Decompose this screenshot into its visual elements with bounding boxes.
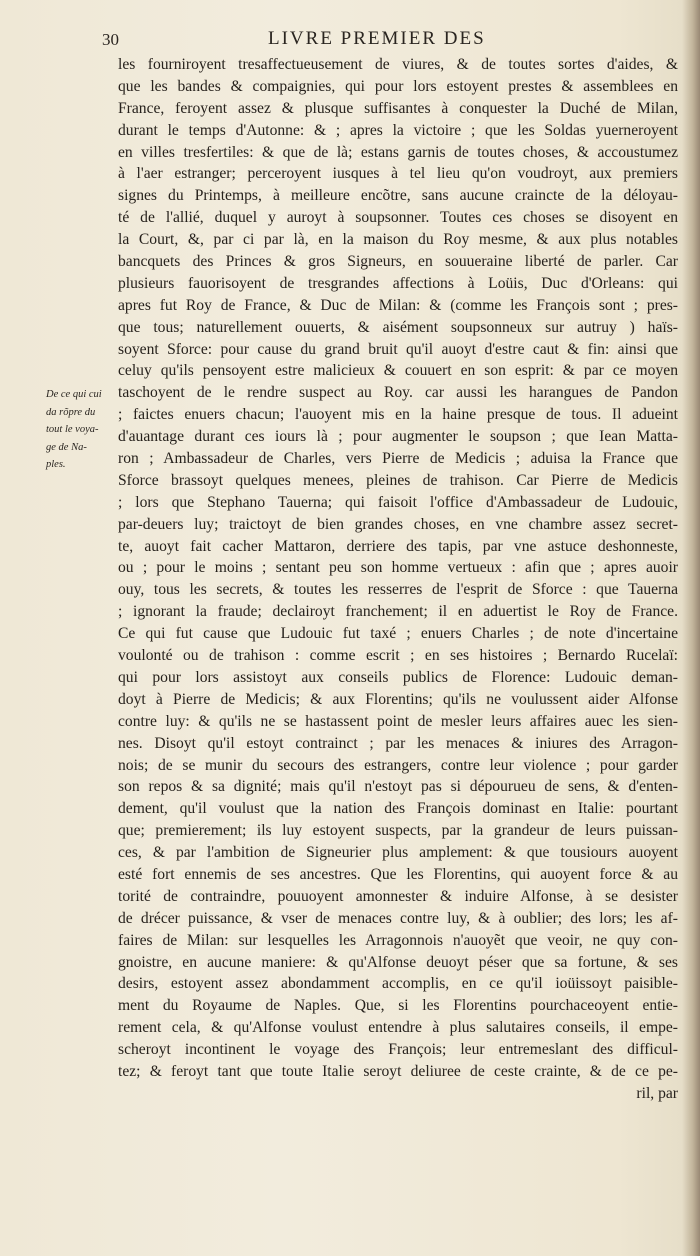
page-edge-shadow (682, 0, 700, 1256)
text-line: nes. Disoyt qu'il estoyt contrainct ; par les menaces & iniures des Arragon- (118, 734, 678, 752)
text-line: desirs, estoyent assez abondamment accomplis, en ce qu'il ioüissoyt paisible- (118, 975, 678, 993)
margin-note (46, 386, 116, 474)
text-line: ces, & par l'ambition de Signeurier plus amplement: & que tousiours auoyent (118, 844, 678, 862)
text-line: les fourniroyent tresaffectueusement de viures, & de toutes sortes d'aides, & (118, 56, 678, 73)
margin-note-line: ples. (46, 459, 66, 470)
text-line: ron ; Ambassadeur de Charles, vers Pierre de Medicis ; aduisa la France que (118, 450, 678, 468)
text-line: celuy qu'ils pensoyent estre malicieux & couuert en son esprit: & par ce moyen (118, 362, 678, 380)
text-line: tez; & feroyt tant que toute Italie seroyt deliuree de ceste crainte, & de ce pe- (118, 1062, 678, 1080)
running-title: LIVRE PREMIER DES (268, 28, 486, 49)
text-line: qui pour lors assistoyt aux conseils publics de Florence: Ludouic deman- (118, 668, 678, 686)
text-line: te, auoyt fait cacher Mattaron, derriere des tapis, par vne astuce deshonneste, (118, 537, 678, 555)
text-line: dement, qu'il voulust que la nation des François dominast en Italie: pourtant (118, 800, 678, 818)
text-line-catchword: ril, par (636, 1084, 678, 1102)
text-line: durant le temps d'Autonne: & ; apres la victoire ; que les Soldas yuerneroyent (118, 121, 678, 139)
text-line: scheroyt incontinent le voyage des François; leur entremeslant des difficul- (118, 1041, 678, 1059)
text-line: bancquets des Princes & gros Signeurs, en souueraine liberté de parler. Car (118, 253, 678, 271)
text-line: faires de Milan: sur lesquelles les Arragonnois n'auoyẽt que veoir, ne quy con- (118, 931, 678, 949)
margin-note-line: ge de Na- (46, 441, 87, 453)
margin-note-line: De ce qui cui (46, 389, 102, 400)
text-line: ment du Royaume de Naples. Que, si les Florentins pourchaceoyent entie- (118, 997, 678, 1015)
text-line: nois; de se munir du secours des estrangers, contre leur violence ; pour garder (118, 756, 678, 774)
text-line: rement cela, & qu'Alfonse voulust entendre à plus salutaires conseils, il empe- (118, 1019, 678, 1037)
text-line: que les bandes & compaignies, qui pour lors estoyent prestes & assemblees en (118, 77, 678, 95)
text-line: ; ignorant la fraude; declairoyt franchement; il en aduertist le Roy de France. (118, 603, 678, 621)
text-line: Ce qui fut cause que Ludouic fut taxé ; enuers Charles ; de note d'incertaine (118, 625, 678, 643)
text-line: té de l'allié, duquel y auroyt à soupsonner. Toutes ces choses se disoyent en (118, 209, 678, 227)
text-line: que; premierement; ils luy estoyent suspects, par la grandeur de leurs puissan- (118, 822, 678, 840)
text-line: France, feroyent assez & plusque suffisantes à conquester la Duché de Milan, (118, 99, 678, 117)
text-line: ou ; pour le moins ; sentant peu son homme vertueux : afin que ; apres auoir (118, 559, 678, 577)
text-line: gnoistre, en aucune maniere: & qu'Alfonse deuoyt péser que sa fortune, & ses (118, 953, 678, 971)
page-number: 30 (102, 30, 119, 49)
text-line: Sforce brassoyt quelques menees, pleines de trahison. Car Pierre de Medicis (118, 471, 678, 489)
margin-note-line: tout le voya- (46, 424, 99, 435)
text-line: apres fut Roy de France, & Duc de Milan: & (comme les François sont ; pres- (118, 296, 678, 314)
text-line: en villes tresfertiles: & que de là; estans garnis de toutes choses, & accoustumez (118, 143, 678, 161)
text-line: esté fort ennemis de ses ancestres. Que les Florentins, qui auoyent force & au (118, 865, 678, 883)
text-line: ; faictes enuers chacun; l'auoyent mis en la haine presque de tous. Il adueint (118, 406, 678, 424)
text-line: ouy, tous les secrets, & toutes les resserres de l'esprit de Sforce : que Tauerna (118, 581, 678, 599)
body-text (118, 54, 678, 1105)
text-line: son repos & sa dignité; mais qu'il n'estoyt pas si dépourueu de sens, & d'enten- (118, 778, 678, 796)
text-line: ; lors que Stephano Tauerna; qui faisoit l'office d'Ambassadeur de Ludouic, (118, 493, 678, 511)
text-line: doyt à Pierre de Medicis; & aux Florentins; qu'ils ne voulussent aider Alfonse (118, 690, 678, 708)
margin-note-line: da rõpre du (46, 406, 96, 418)
text-line: par-deuers luy; traictoyt de bien grandes choses, en vne chambre assez secret- (118, 515, 678, 533)
text-line: torité de contraindre, pouuoyent amonnester & induire Alfonse, à se desister (118, 887, 678, 905)
text-line: à l'aer estranger; perceroyent iusques à tel lieu qu'on voudroyt, aux premiers (118, 165, 678, 183)
text-line: taschoyent de le rendre suspect au Roy. car aussi les harangues de Pandon (118, 384, 678, 402)
text-line: de drécer puissance, & vser de menaces contre luy, & à oublier; des lors; les af- (118, 909, 678, 927)
text-line: signes du Printemps, à meilleure encõtre, sans aucune craincte de la déloyau- (118, 187, 678, 205)
text-line: que tous; naturellement ouuerts, & aisément soupsonneux sur autruy ) haïs- (118, 318, 678, 336)
text-line: la Court, &, par ci par là, en la maison du Roy mesme, & aux plus notables (118, 231, 678, 249)
text-line: contre luy: & qu'ils ne se hastassent point de mesler leurs affaires auec les sien- (118, 712, 678, 730)
text-line: d'auantage durant ces iours là ; pour augmenter le soupson ; que Iean Matta- (118, 428, 678, 446)
text-line: plusieurs fauorisoyent de tresgrandes affections à Loüis, Duc d'Orleans: qui (118, 274, 678, 292)
text-line: voulonté ou de trahison : comme escrit ; en ses histoires ; Bernardo Rucelaï: (118, 647, 678, 665)
text-line: soyent Sforce: pour cause du grand bruit qu'il auoyt d'estre caut & fin: ainsi que (118, 340, 678, 358)
